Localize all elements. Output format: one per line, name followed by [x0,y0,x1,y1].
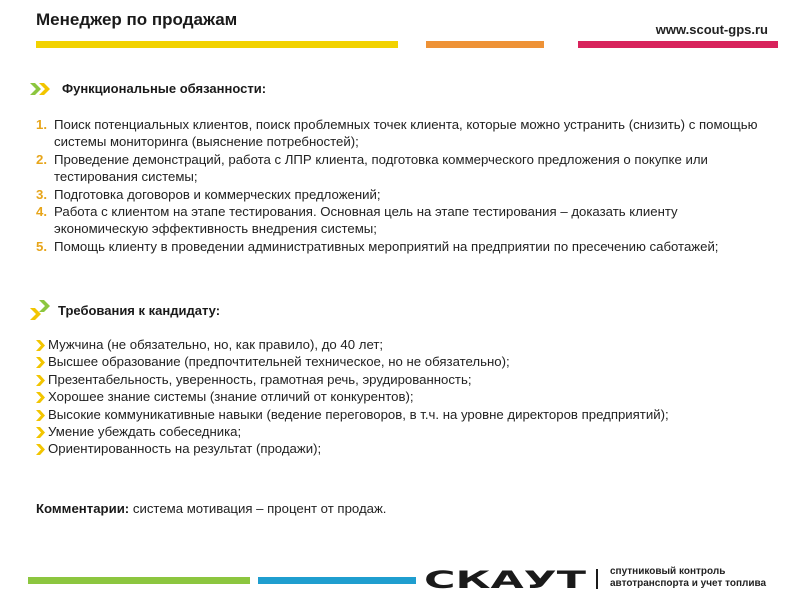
item-text: Мужчина (не обязательно, но, как правило), до 40 лет; [48,337,384,352]
requirements-list [36,336,766,458]
double-chevron-icon [30,300,52,320]
comment-text: система мотивация – процент от продаж. [129,501,387,516]
item-text: Подготовка договоров и коммерческих предложений; [54,186,381,202]
chevron-right-icon [36,392,48,403]
requirements-heading [30,300,220,320]
item-text: Работа с клиентом на этапе тестирования. Основная цель на этапе тестирования – доказать клиенту экономическую эффективность внедрения системы; [54,204,678,237]
item-text: Умение убеждать собеседника; [48,424,242,440]
list-item [36,353,766,370]
list-item [36,440,766,457]
scout-logo-wordmark [424,568,588,590]
list-item [36,423,766,440]
chevron-right-icon [36,427,48,438]
website-url[interactable]: www.scout-gps.ru [655,22,768,37]
item-text: Проведение демонстраций, работа с ЛПР клиента, подготовка коммерческого предложения о покупке или тестирования системы; [54,151,708,185]
list-item [36,116,766,151]
chevron-right-icon [36,410,48,421]
logo-divider [596,569,598,589]
item-number: 1. [36,117,47,132]
tagline-line-1: спутниковый контроль [610,566,726,577]
item-text: Презентабельность, уверенность, грамотная речь, эрудированность; [48,371,472,387]
header-bar-orange [426,41,544,48]
comment-line [36,501,386,516]
footer-bar-blue [258,577,416,584]
page-title: Менеджер по продажам [36,10,238,29]
duties-list [36,116,766,255]
item-text: Хорошее знание системы (знание отличий от конкурентов); [48,389,414,405]
item-text: Высшее образование (предпочтительней техническое, но не обязательно); [48,354,510,370]
scout-logo [424,568,588,595]
chevron-right-icon [36,340,48,351]
list-item [36,186,766,203]
item-text: Помощь клиенту в проведении административных мероприятий на предприятии по пресечению саботажей; [54,238,719,254]
logo-tagline [610,566,766,590]
requirements-heading-text: Требования к кандидату: [58,302,221,318]
list-item [36,238,766,255]
list-item [36,336,766,353]
comment-label: Комментарии: [36,501,130,516]
list-item [36,203,766,238]
tagline-line-2: автотранспорта и учет топлива [610,578,767,589]
item-text: Ориентированность на результат (продажи); [48,441,322,457]
list-item [36,371,766,388]
footer-bar-green [28,577,250,584]
chevron-right-icon [36,444,48,455]
duties-heading [30,81,266,96]
double-chevron-icon [30,83,52,95]
chevron-right-icon [36,375,48,386]
list-item [36,388,766,405]
chevron-right-icon [36,357,48,368]
item-number: 4. [36,204,47,220]
list-item [36,151,766,186]
item-number: 5. [36,238,47,254]
list-item [36,406,766,423]
header-bar-pink [578,41,778,48]
header-bar-yellow [36,41,398,48]
item-number: 2. [36,151,47,167]
item-text: Поиск потенциальных клиентов, поиск проблемных точек клиента, которые можно устранить (снизить) с помощью системы мониторинга (выяснение потребностей); [54,117,758,150]
logo-text: СКАУТ [424,568,588,590]
item-number: 3. [36,186,47,202]
duties-heading-text: Функциональные обязанности: [62,81,267,96]
item-text: Высокие коммуникативные навыки (ведение переговоров, в т.ч. на уровне директоров предприятий); [48,406,669,422]
